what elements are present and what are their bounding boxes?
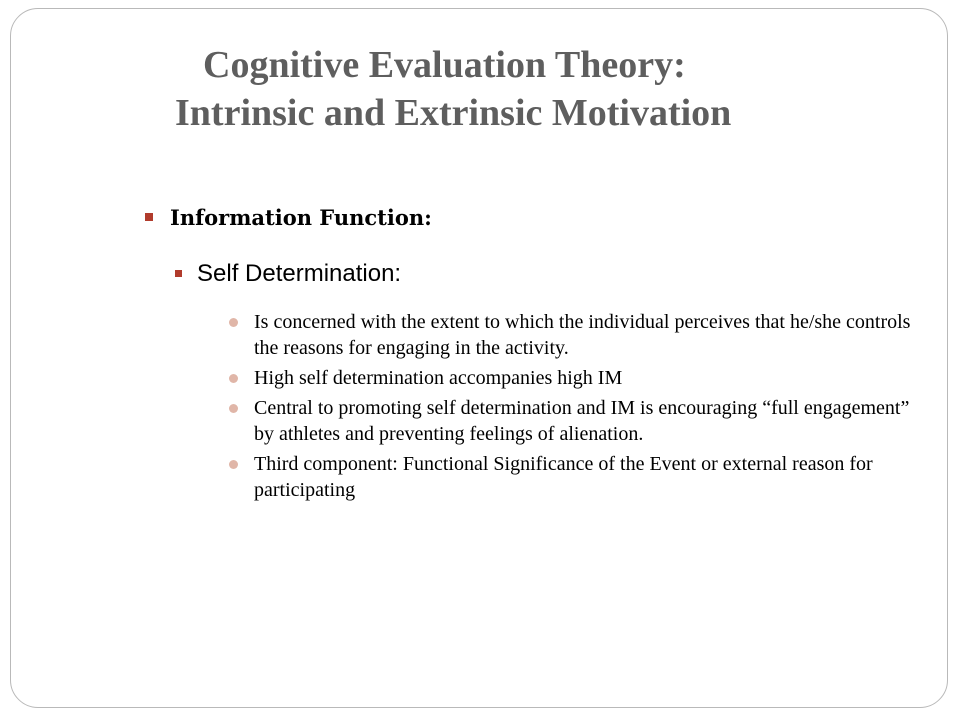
round-bullet-icon (229, 460, 238, 469)
list-item (229, 309, 919, 361)
round-bullet-icon (229, 374, 238, 383)
bullet-text: Information Function: (170, 205, 432, 230)
sub-bullet-list (229, 309, 919, 507)
bullet-self-determination (175, 258, 401, 290)
square-bullet-icon (145, 213, 153, 221)
round-bullet-icon (229, 404, 238, 413)
list-item-text: High self determination accompanies high IM (254, 367, 623, 389)
list-item-text: Third component: Functional Significance of the Event or external reason for participating (254, 453, 873, 501)
list-item (229, 365, 919, 391)
list-item (229, 451, 919, 503)
title-line-2: Intrinsic and Extrinsic Motivation (175, 92, 732, 134)
square-bullet-icon (175, 270, 182, 277)
list-item-text: Central to promoting self determination and IM is encouraging “full engagement” by athletes and preventing feelings of alienation. (254, 397, 910, 445)
slide-title (11, 41, 947, 137)
slide-frame (10, 8, 948, 708)
bullet-information-function (145, 204, 432, 232)
round-bullet-icon (229, 318, 238, 327)
title-line-1: Cognitive Evaluation Theory: (203, 44, 686, 86)
list-item-text: Is concerned with the extent to which the individual perceives that he/she controls the reasons for engaging in the activity. (254, 311, 911, 359)
list-item (229, 395, 919, 447)
bullet-text: Self Determination: (197, 260, 402, 287)
